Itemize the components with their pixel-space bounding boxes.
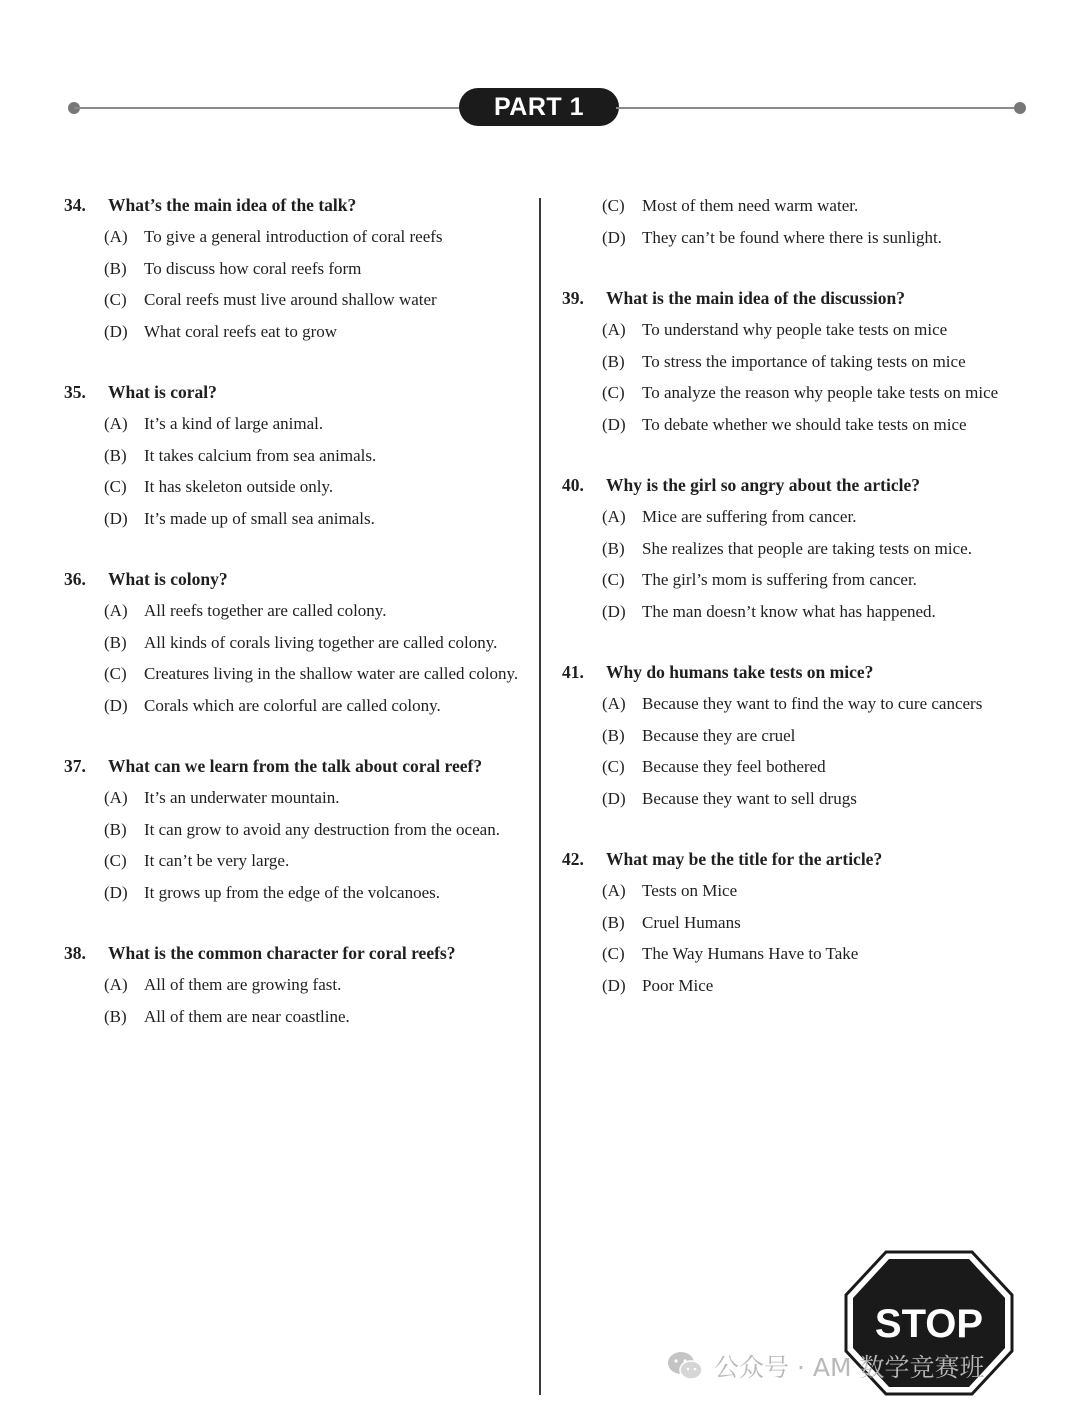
question-text: What can we learn from the talk about coral reef? — [108, 756, 483, 776]
question-39 — [556, 283, 1026, 440]
question-38-continued — [556, 190, 1026, 253]
option-text: Tests on Mice — [642, 881, 738, 900]
column-divider — [539, 198, 541, 1395]
option-letter: (B) — [602, 725, 625, 745]
answer-option — [58, 814, 524, 846]
option-letter: (B) — [104, 258, 127, 278]
option-letter: (C) — [602, 383, 625, 402]
option-letter: (D) — [104, 882, 128, 902]
watermark — [666, 1348, 984, 1384]
option-text: All reefs together are called colony. — [144, 601, 387, 620]
answer-option — [58, 595, 524, 627]
question-text: What is the main idea of the discussion? — [606, 288, 905, 308]
option-text: Coral reefs must live around shallow water — [144, 290, 437, 309]
answer-option — [556, 533, 1026, 565]
answer-option — [58, 316, 524, 348]
answer-option — [58, 471, 524, 503]
option-text: They can’t be found where there is sunlight. — [642, 227, 942, 247]
answer-option — [556, 688, 1026, 720]
answer-option — [58, 969, 524, 1001]
question-text: Why do humans take tests on mice? — [606, 662, 874, 682]
option-letter: (D) — [602, 601, 626, 621]
option-letter: (C) — [602, 757, 625, 776]
option-text: The girl’s mom is suffering from cancer. — [642, 570, 917, 589]
option-text: Poor Mice — [642, 975, 714, 995]
option-letter: (A) — [104, 601, 128, 620]
answer-option — [556, 751, 1026, 783]
option-letter: (D) — [602, 788, 626, 808]
watermark-text: 公众号 · AM 数学竞赛班 — [714, 1353, 985, 1382]
option-text: To understand why people take tests on mice — [642, 320, 948, 339]
option-letter: (A) — [602, 320, 626, 339]
option-letter: (A) — [104, 227, 128, 246]
option-text: It has skeleton outside only. — [144, 477, 334, 496]
answer-option — [556, 720, 1026, 752]
option-letter: (D) — [602, 227, 626, 247]
answer-option — [58, 408, 524, 440]
answer-option — [58, 690, 524, 722]
option-letter: (A) — [602, 694, 626, 713]
option-letter: (C) — [104, 664, 127, 683]
question-number: 39. — [562, 288, 584, 308]
answer-option — [556, 314, 1026, 346]
question-37 — [58, 751, 524, 908]
option-letter: (B) — [104, 1006, 127, 1026]
option-text: The man doesn’t know what has happened. — [642, 601, 936, 621]
option-letter: (C) — [104, 851, 127, 870]
option-letter: (C) — [602, 570, 625, 589]
question-number: 35. — [64, 382, 86, 402]
option-letter: (B) — [602, 538, 625, 558]
question-number: 36. — [64, 569, 86, 589]
option-text: All kinds of corals living together are called colony. — [144, 632, 498, 652]
question-text: What is coral? — [108, 382, 217, 402]
answer-option — [58, 503, 524, 535]
answer-option — [556, 596, 1026, 628]
option-letter: (D) — [104, 321, 128, 341]
question-heading — [58, 564, 524, 595]
right-column — [556, 190, 1026, 1031]
option-text: What coral reefs eat to grow — [144, 321, 338, 341]
answer-option — [556, 409, 1026, 441]
question-40 — [556, 470, 1026, 627]
answer-option — [58, 845, 524, 877]
option-text: Cruel Humans — [642, 912, 741, 932]
option-letter: (A) — [602, 881, 626, 900]
option-text: The Way Humans Have to Take — [642, 944, 859, 963]
answer-option — [58, 440, 524, 472]
answer-option — [556, 970, 1026, 1002]
answer-option — [58, 221, 524, 253]
question-heading — [556, 844, 1026, 875]
question-heading — [58, 377, 524, 408]
question-text: What is colony? — [108, 569, 228, 589]
option-text: To analyze the reason why people take tests on mice — [642, 383, 999, 402]
option-text: It’s a kind of large animal. — [144, 414, 324, 433]
question-number: 41. — [562, 662, 584, 682]
option-text: Mice are suffering from cancer. — [642, 507, 857, 526]
option-text: Because they want to find the way to cure cancers — [642, 694, 983, 713]
header-right-rule — [616, 107, 1020, 109]
option-text: She realizes that people are taking tests on mice. — [642, 538, 972, 558]
header-left-rule — [74, 107, 464, 109]
answer-option — [58, 253, 524, 285]
option-text: Because they want to sell drugs — [642, 788, 857, 808]
answer-option — [556, 875, 1026, 907]
option-text: It’s an underwater mountain. — [144, 788, 340, 807]
question-number: 42. — [562, 849, 584, 869]
question-text: What’s the main idea of the talk? — [108, 195, 357, 215]
option-text: It takes calcium from sea animals. — [144, 445, 377, 465]
question-36 — [58, 564, 524, 721]
question-34 — [58, 190, 524, 347]
question-text: What may be the title for the article? — [606, 849, 883, 869]
option-letter: (A) — [104, 975, 128, 994]
question-heading — [58, 751, 524, 782]
part-title-badge: PART 1 — [459, 88, 619, 126]
question-heading — [556, 470, 1026, 501]
option-text: To stress the importance of taking tests on mice — [642, 351, 966, 371]
option-text: All of them are near coastline. — [144, 1006, 350, 1026]
answer-option — [556, 907, 1026, 939]
question-heading — [58, 190, 524, 221]
answer-option — [556, 938, 1026, 970]
question-heading — [556, 283, 1026, 314]
question-number: 34. — [64, 195, 86, 215]
option-letter: (C) — [602, 196, 625, 215]
answer-option — [58, 284, 524, 316]
question-42 — [556, 844, 1026, 1001]
option-text: It can’t be very large. — [144, 851, 290, 870]
header-right-dot — [1014, 102, 1026, 114]
answer-option — [58, 782, 524, 814]
option-letter: (C) — [602, 944, 625, 963]
option-letter: (C) — [104, 290, 127, 309]
option-letter: (A) — [104, 414, 128, 433]
option-letter: (D) — [602, 975, 626, 995]
option-text: All of them are growing fast. — [144, 975, 342, 994]
answer-option — [58, 877, 524, 909]
question-number: 40. — [562, 475, 584, 495]
question-heading — [556, 657, 1026, 688]
option-text: To discuss how coral reefs form — [144, 258, 362, 278]
option-text: Because they feel bothered — [642, 757, 826, 776]
answer-option — [556, 783, 1026, 815]
option-letter: (B) — [104, 632, 127, 652]
option-text: Most of them need warm water. — [642, 196, 859, 215]
option-letter: (D) — [104, 508, 128, 528]
option-letter: (D) — [602, 414, 626, 434]
answer-option — [556, 346, 1026, 378]
question-text: What is the common character for coral reefs? — [108, 943, 456, 963]
answer-option — [556, 564, 1026, 596]
answer-option — [556, 501, 1026, 533]
option-letter: (A) — [602, 507, 626, 526]
question-38 — [58, 938, 524, 1032]
question-text: Why is the girl so angry about the article? — [606, 475, 921, 495]
question-number: 38. — [64, 943, 86, 963]
answer-option — [556, 190, 1026, 222]
option-letter: (B) — [104, 445, 127, 465]
option-letter: (C) — [104, 477, 127, 496]
answer-option — [556, 377, 1026, 409]
option-letter: (B) — [602, 912, 625, 932]
option-text: It can grow to avoid any destruction from the ocean. — [144, 819, 500, 839]
option-text: It’s made up of small sea animals. — [144, 508, 375, 528]
option-text: To debate whether we should take tests on mice — [642, 414, 967, 434]
question-35 — [58, 377, 524, 534]
question-41 — [556, 657, 1026, 814]
option-letter: (A) — [104, 788, 128, 807]
question-heading — [58, 938, 524, 969]
option-letter: (B) — [104, 819, 127, 839]
option-letter: (D) — [104, 695, 128, 715]
wechat-icon — [666, 1350, 704, 1382]
option-text: It grows up from the edge of the volcanoes. — [144, 882, 440, 902]
stop-sign-label: STOP — [874, 1302, 984, 1346]
option-text: To give a general introduction of coral reefs — [144, 227, 443, 246]
answer-option — [556, 222, 1026, 254]
option-text: Because they are cruel — [642, 725, 796, 745]
answer-option — [58, 627, 524, 659]
option-text: Creatures living in the shallow water are called colony. — [144, 664, 519, 683]
option-text: Corals which are colorful are called colony. — [144, 695, 441, 715]
question-number: 37. — [64, 756, 86, 776]
option-letter: (B) — [602, 351, 625, 371]
answer-option — [58, 658, 524, 690]
left-column — [58, 190, 524, 1062]
answer-option — [58, 1001, 524, 1033]
